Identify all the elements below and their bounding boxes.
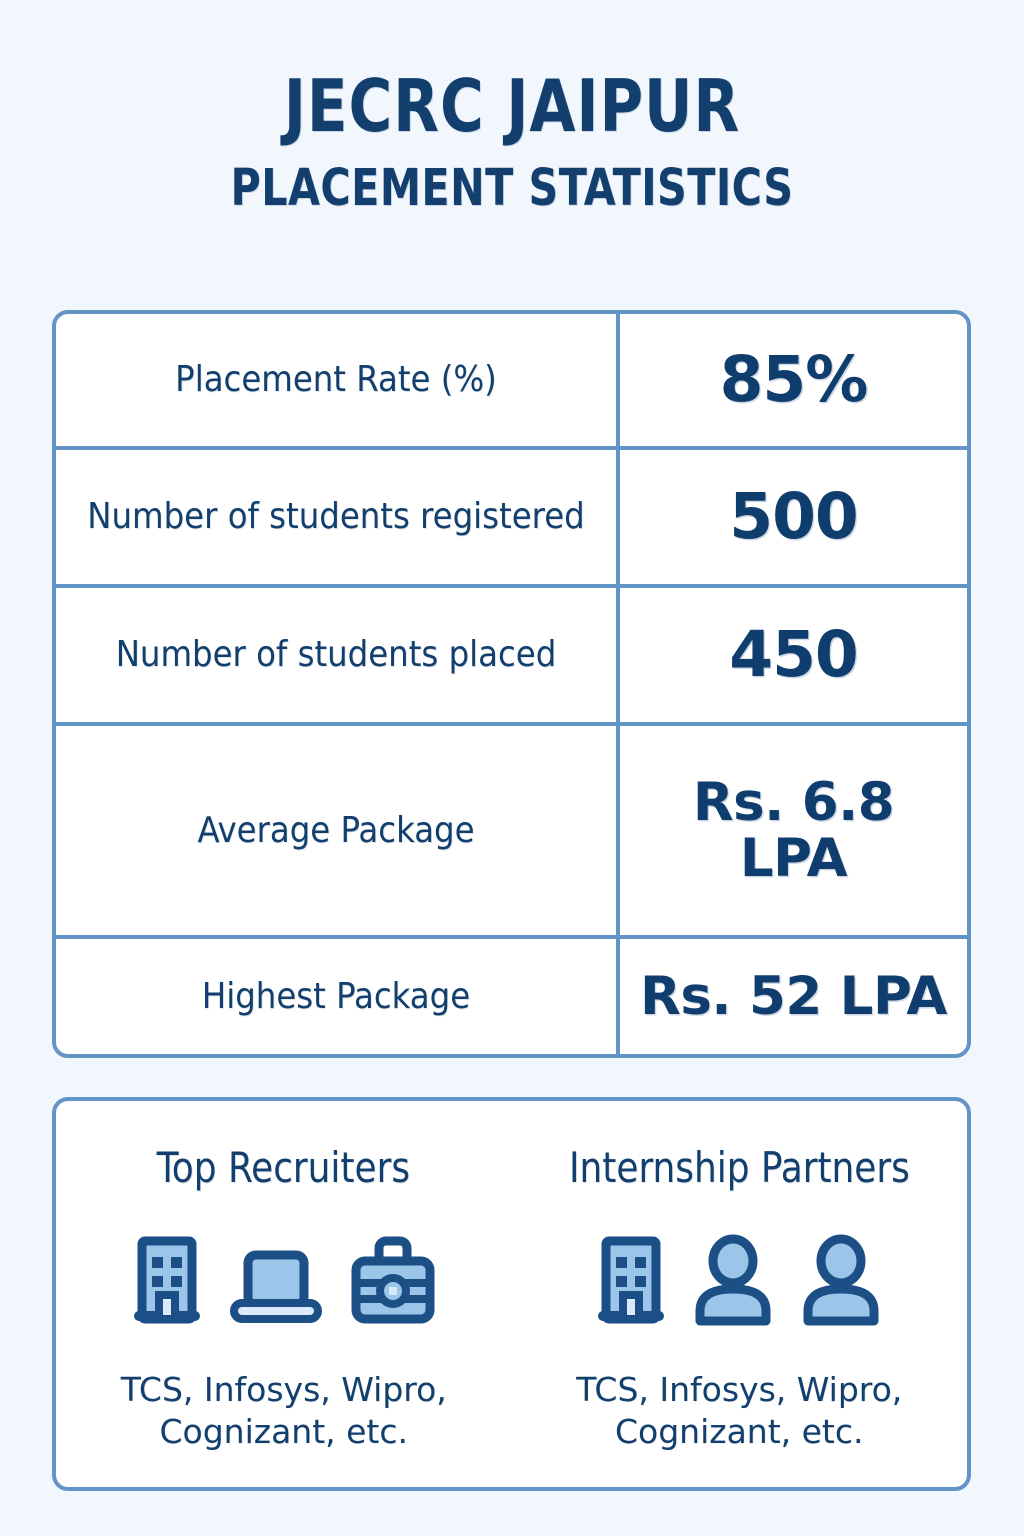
partners-card xyxy=(52,1097,971,1491)
stat-value-highest-package: Rs. 52 LPA xyxy=(640,965,947,1027)
page-subtitle: PLACEMENT STATISTICS xyxy=(230,159,794,219)
briefcase-icon xyxy=(348,1233,438,1329)
table-row xyxy=(56,724,967,937)
internship-partners-companies: TCS, Infosys, Wipro, Cognizant, etc. xyxy=(576,1370,903,1451)
stat-value-students-registered: 500 xyxy=(729,480,858,554)
stat-label-highest-package: Highest Package xyxy=(56,937,618,1054)
placement-statistics-table xyxy=(56,314,967,1054)
top-recruiters-icon-row xyxy=(130,1233,438,1329)
stat-label-students-registered: Number of students registered xyxy=(56,448,618,586)
person-icon xyxy=(798,1233,884,1329)
table-row xyxy=(56,586,967,724)
laptop-icon xyxy=(226,1233,326,1329)
internship-partners-heading: Internship Partners xyxy=(568,1143,910,1192)
stat-value-average-package: Rs. 6.8 LPA xyxy=(692,771,895,889)
stat-label-average-package: Average Package xyxy=(56,724,618,937)
stat-label-placement-rate: Placement Rate (%) xyxy=(56,314,618,448)
page-header xyxy=(0,64,1024,219)
person-icon xyxy=(690,1233,776,1329)
page-title: JECRC JAIPUR xyxy=(283,64,741,148)
top-recruiters-heading: Top Recruiters xyxy=(157,1143,411,1192)
internship-partners-icon-row xyxy=(594,1233,884,1329)
top-recruiters-column xyxy=(56,1101,512,1487)
building-icon xyxy=(130,1233,204,1329)
stat-value-students-placed: 450 xyxy=(729,617,858,691)
stat-value-placement-rate: 85% xyxy=(719,343,868,417)
table-row xyxy=(56,937,967,1054)
table-row xyxy=(56,314,967,448)
placement-statistics-card xyxy=(52,310,971,1058)
table-row xyxy=(56,448,967,586)
building-icon xyxy=(594,1233,668,1329)
top-recruiters-companies: TCS, Infosys, Wipro, Cognizant, etc. xyxy=(120,1370,447,1451)
stat-label-students-placed: Number of students placed xyxy=(56,586,618,724)
internship-partners-column xyxy=(512,1101,968,1487)
